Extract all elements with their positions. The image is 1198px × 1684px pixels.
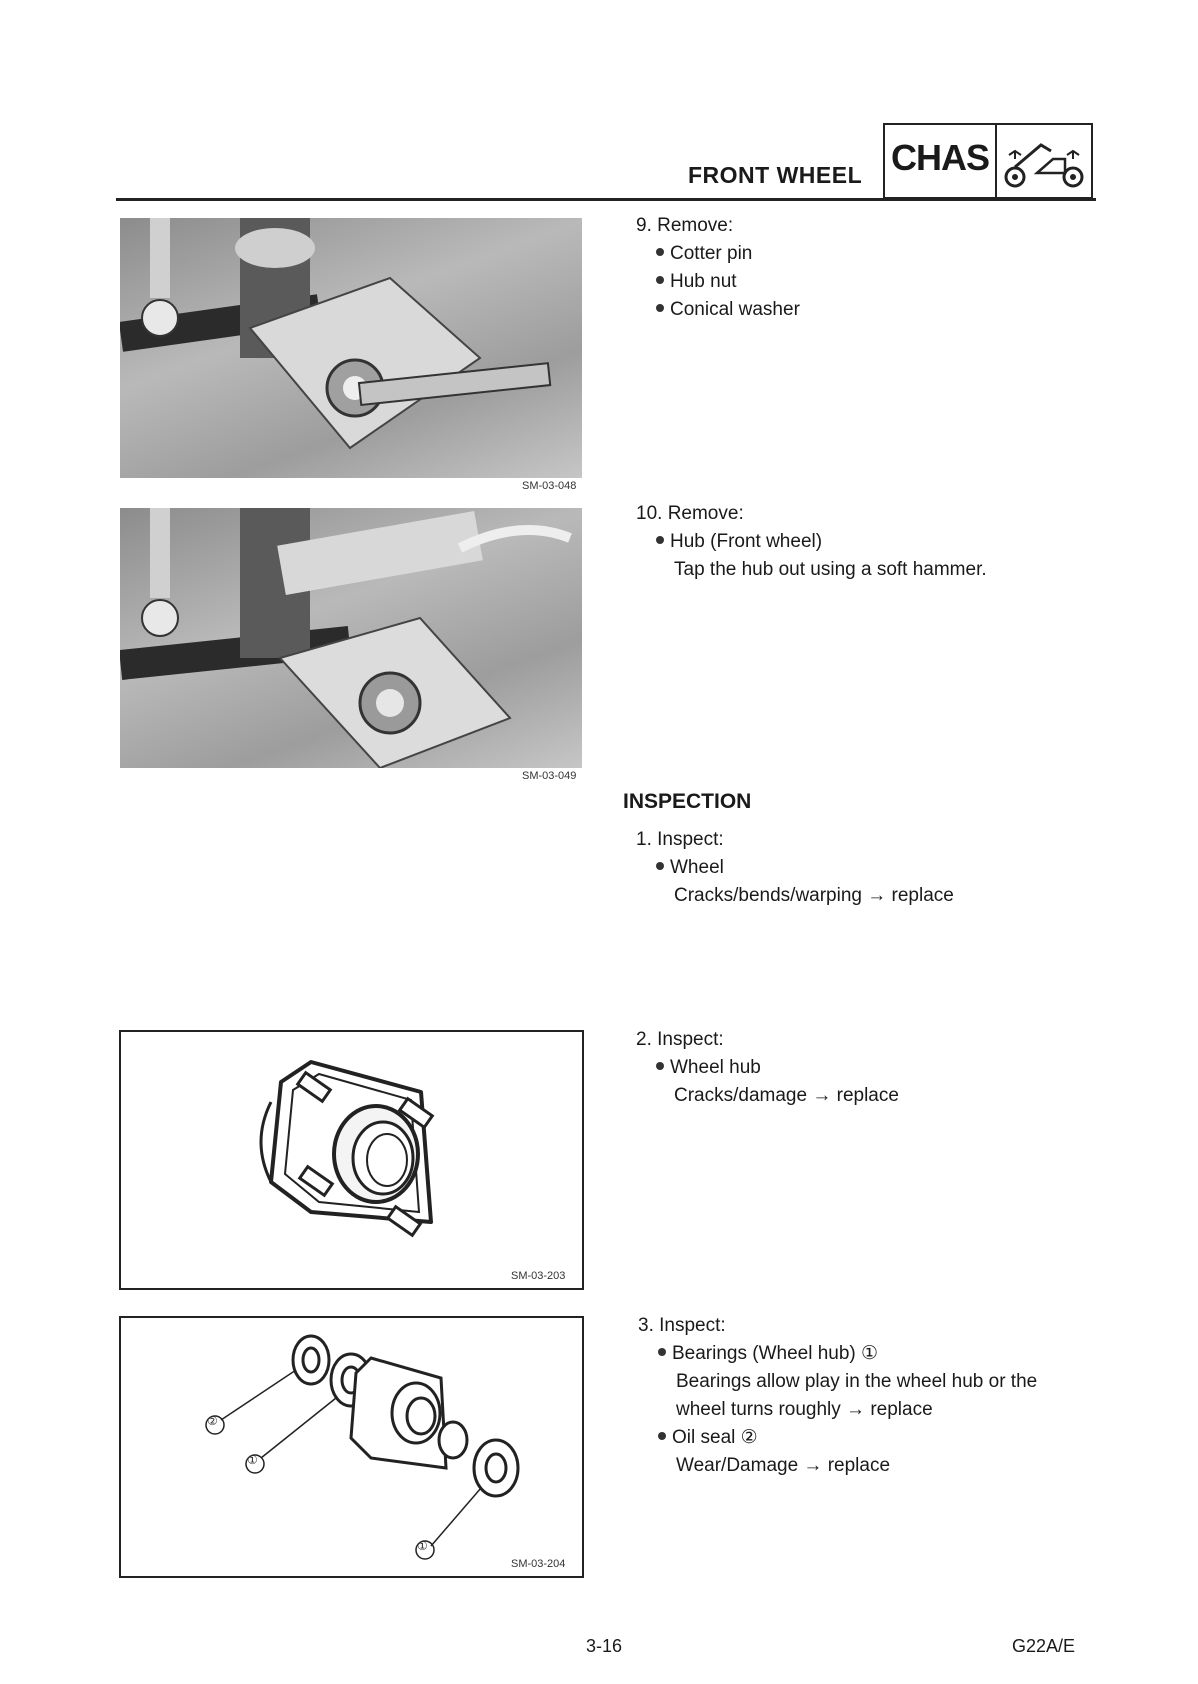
figure-label: SM-03-204	[511, 1558, 566, 1570]
bullet-item	[636, 240, 800, 268]
bullet-text: Hub (Front wheel)	[670, 531, 823, 552]
bullet-item	[636, 268, 800, 296]
callout-bearing: ①	[417, 1539, 428, 1553]
step-note: Cracks/bends/warping → replace	[674, 885, 954, 906]
bullet-text: Conical washer	[670, 299, 800, 320]
bullet-text: Wheel hub	[670, 1057, 761, 1078]
inspect-1	[636, 826, 954, 910]
wheel-hub-drawing	[121, 1032, 582, 1288]
photo-hub-nut-removal	[120, 218, 582, 478]
document-code: G22A/E	[1012, 1636, 1076, 1656]
inspect-2	[636, 1026, 899, 1110]
section-title: FRONT WHEEL	[688, 162, 863, 188]
bullet-text: Cotter pin	[670, 243, 753, 264]
inspect-3	[638, 1312, 1037, 1480]
diagram-bearings-oil-seal	[119, 1316, 584, 1578]
bullet-item	[636, 528, 987, 556]
step-title: 2. Inspect:	[636, 1029, 724, 1050]
chapter-tag: CHAS	[891, 137, 990, 178]
page-number: 3-16	[586, 1636, 623, 1656]
step-note: Tap the hub out using a soft hammer.	[674, 559, 987, 580]
bullet-item	[636, 1054, 899, 1082]
chapter-tag-divider	[995, 125, 997, 197]
step-10	[636, 500, 987, 584]
step-title: 10. Remove:	[636, 503, 744, 524]
figure-label: SM-03-049	[522, 770, 577, 782]
step-note: wheel turns roughly → replace	[676, 1399, 933, 1420]
step-title: 3. Inspect:	[638, 1315, 726, 1336]
bullet-dot	[656, 536, 664, 544]
bullet-dot	[656, 304, 664, 312]
step-note: Bearings allow play in the wheel hub or the	[676, 1371, 1038, 1392]
step-9	[636, 212, 800, 324]
atv-chassis-icon	[1001, 133, 1087, 191]
callout-oil-seal: ②	[207, 1414, 218, 1428]
bullet-text: Wheel	[670, 857, 724, 878]
step-note: Cracks/damage → replace	[674, 1085, 899, 1106]
photo-hub-nut-illustration	[120, 218, 582, 478]
bullet-dot	[656, 248, 664, 256]
step-note: Wear/Damage → replace	[676, 1455, 891, 1476]
step-title: 1. Inspect:	[636, 829, 724, 850]
bullet-dot	[656, 276, 664, 284]
bullet-dot	[658, 1432, 666, 1440]
bullet-item	[638, 1424, 1037, 1452]
bullet-text: Oil seal ②	[672, 1427, 758, 1448]
bullet-dot	[656, 1062, 664, 1070]
bearings-exploded-drawing	[121, 1318, 582, 1576]
bullet-text: Hub nut	[670, 271, 737, 292]
callout-bearing: ①	[247, 1453, 258, 1467]
bullet-item	[638, 1340, 1037, 1368]
bullet-dot	[658, 1348, 666, 1356]
chapter-tag-box	[883, 123, 1093, 199]
step-title: 9. Remove:	[636, 215, 734, 236]
figure-label: SM-03-048	[522, 480, 577, 492]
bullet-item	[636, 296, 800, 324]
header-rule	[116, 198, 1096, 201]
bullet-text: Bearings (Wheel hub) ①	[672, 1343, 879, 1364]
bullet-item	[636, 854, 954, 882]
inspection-heading: INSPECTION	[623, 790, 752, 813]
photo-hub-tapping	[120, 508, 582, 768]
diagram-wheel-hub	[119, 1030, 584, 1290]
bullet-dot	[656, 862, 664, 870]
figure-label: SM-03-203	[511, 1270, 566, 1282]
photo-hub-tapping-illustration	[120, 508, 582, 768]
